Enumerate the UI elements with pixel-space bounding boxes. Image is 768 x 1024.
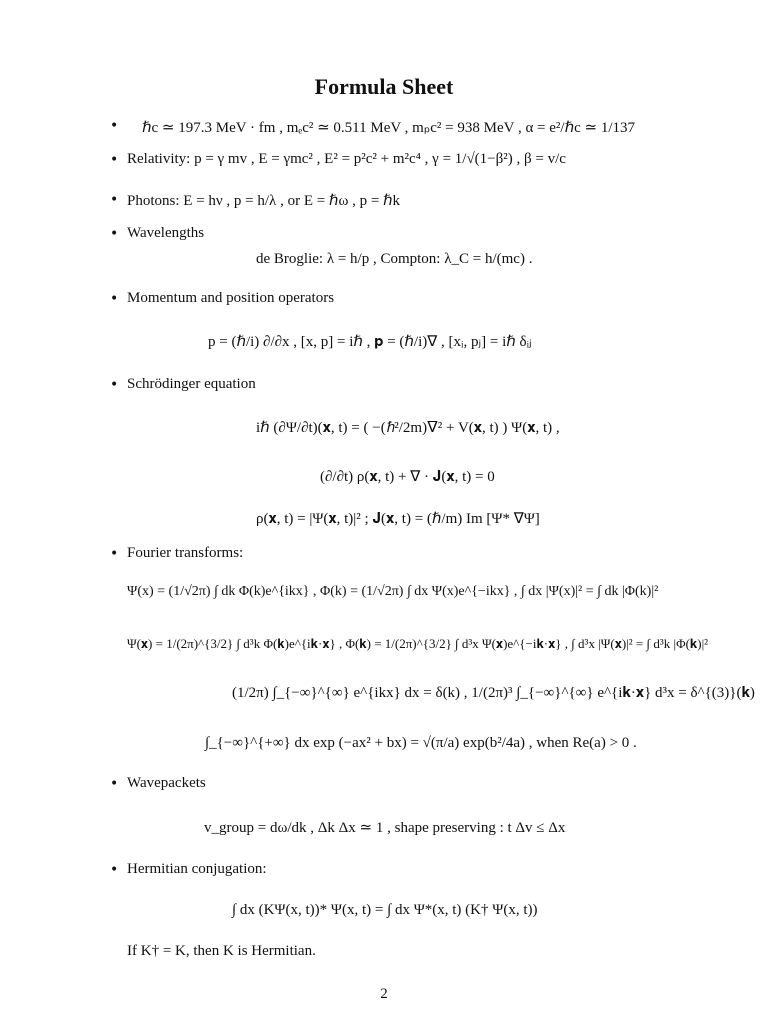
bullet-marker: • bbox=[110, 546, 119, 562]
bullet-marker: • bbox=[110, 118, 119, 134]
fourier-1d-equation: Ψ(x) = (1/√2π) ∫ dk Φ(k)e^{ikx} , Φ(k) = (1/√2π) ∫ dx Ψ(x)e^{−ikx} , ∫ dx |Ψ(x)|² = ∫ dk |Φ(k)|² bbox=[127, 584, 659, 599]
wavepackets-heading: Wavepackets bbox=[127, 775, 206, 791]
probability-current-equation: ρ(𝐱, t) = |Ψ(𝐱, t)|² ; 𝐉(𝐱, t) = (ℏ/m) Im [Ψ* ∇Ψ] bbox=[256, 511, 540, 527]
hermitian-heading: Hermitian conjugation: bbox=[127, 861, 267, 877]
gaussian-integral-equation: ∫_{−∞}^{+∞} dx exp (−ax² + bx) = √(π/a) exp(b²/4a) , when Re(a) > 0 . bbox=[205, 735, 637, 751]
wavelengths-equation: de Broglie: λ = h/p , Compton: λ_C = h/(mc) . bbox=[256, 251, 533, 267]
page-number: 2 bbox=[380, 986, 388, 1002]
bullet-marker: • bbox=[110, 776, 119, 792]
momentum-equation: p = (ℏ/i) ∂/∂x , [x, p] = iℏ , 𝐩 = (ℏ/i)∇ , [xᵢ, pⱼ] = iℏ δᵢⱼ bbox=[208, 334, 532, 350]
bullet-marker: • bbox=[110, 226, 119, 242]
momentum-heading: Momentum and position operators bbox=[127, 290, 335, 306]
constants-line: ℏc ≃ 197.3 MeV · fm , mₑc² ≃ 0.511 MeV , mₚc² = 938 MeV , α = e²/ℏc ≃ 1/137 bbox=[142, 120, 635, 136]
schrodinger-equation: iℏ (∂Ψ/∂t)(𝐱, t) = ( −(ℏ²/2m)∇² + V(𝐱, t) ) Ψ(𝐱, t) , bbox=[256, 420, 560, 436]
fourier-3d-equation: Ψ(𝐱) = 1/(2π)^{3/2} ∫ d³k Φ(𝐤)e^{i𝐤·𝐱} , Φ(𝐤) = 1/(2π)^{3/2} ∫ d³x Ψ(𝐱)e^{−i𝐤·𝐱} , ∫ d³x |Ψ(𝐱)|² = ∫ d³k |Φ(𝐤)|² bbox=[127, 636, 709, 651]
wavelengths-heading: Wavelengths bbox=[127, 225, 205, 241]
fourier-heading: Fourier transforms: bbox=[127, 545, 244, 561]
bullet-marker: • bbox=[110, 377, 119, 393]
delta-function-equation: (1/2π) ∫_{−∞}^{∞} e^{ikx} dx = δ(k) , 1/(2π)³ ∫_{−∞}^{∞} e^{i𝐤·𝐱} d³x = δ^{(3)}(𝐤) bbox=[232, 685, 755, 701]
photons-line: Photons: E = hν , p = h/λ , or E = ℏω , p = ℏk bbox=[127, 193, 401, 209]
bullet-marker: • bbox=[110, 291, 119, 307]
page-title: Formula Sheet bbox=[314, 74, 454, 99]
hermitian-equation: ∫ dx (KΨ(x, t))* Ψ(x, t) = ∫ dx Ψ*(x, t) (K† Ψ(x, t)) bbox=[232, 902, 538, 918]
schrodinger-heading: Schrödinger equation bbox=[127, 376, 256, 392]
hermitian-note: If K† = K, then K is Hermitian. bbox=[127, 943, 316, 959]
bullet-marker: • bbox=[110, 152, 119, 168]
bullet-marker: • bbox=[110, 862, 119, 878]
wavepackets-equation: v_group = dω/dk , Δk Δx ≃ 1 , shape preserving : t Δv ≤ Δx bbox=[204, 820, 566, 836]
continuity-equation: (∂/∂t) ρ(𝐱, t) + ∇ · 𝐉(𝐱, t) = 0 bbox=[320, 469, 495, 485]
bullet-marker: • bbox=[110, 192, 119, 208]
relativity-line: Relativity: p = γ mv , E = γmc² , E² = p²c² + m²c⁴ , γ = 1/√(1−β²) , β = v/c bbox=[127, 151, 566, 167]
